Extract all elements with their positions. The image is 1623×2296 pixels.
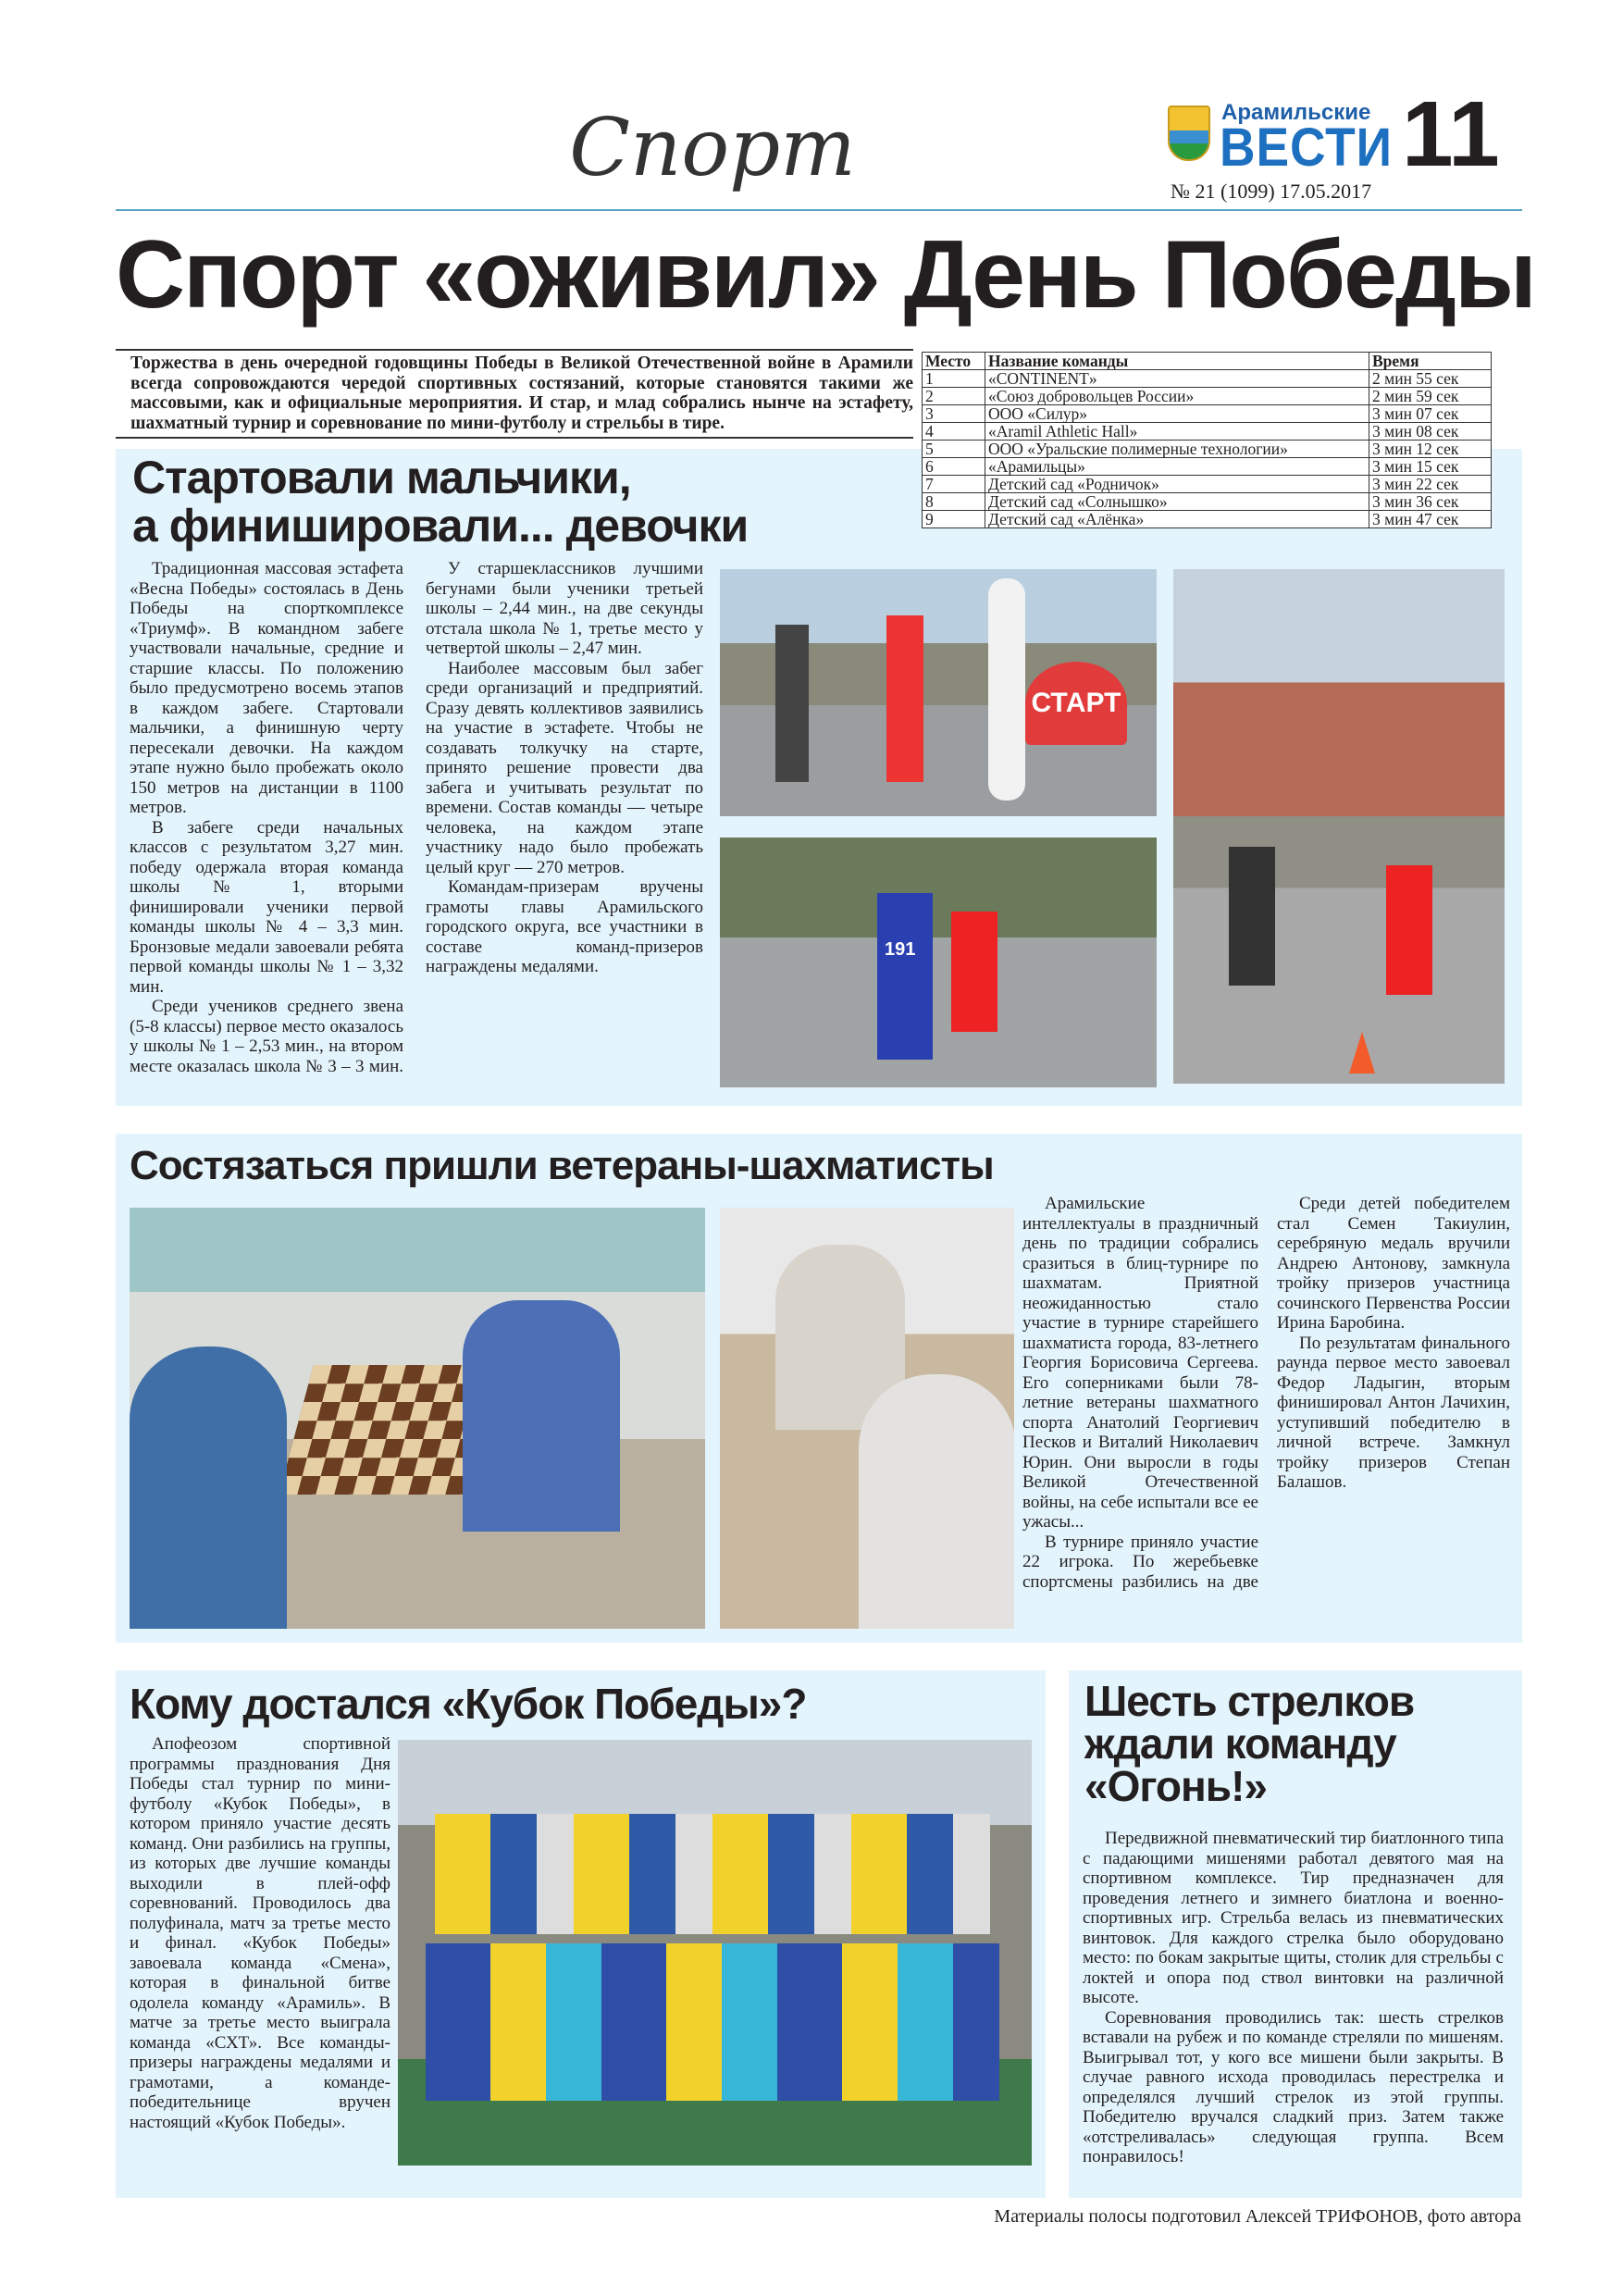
chess-title: Состязаться пришли ветераны-шахматисты	[130, 1143, 994, 1188]
team-cell: ООО «Силур»	[985, 405, 1369, 423]
logo-big-text: ВЕСТИ	[1220, 118, 1393, 178]
section-rubric: Спорт	[569, 102, 856, 194]
person-figure	[775, 625, 809, 782]
title-line: Стартовали мальчики,	[132, 452, 631, 503]
runner-bib: 191	[885, 939, 916, 960]
team-cell: «Aramil Athletic Hall»	[985, 423, 1369, 441]
logo-small-text: Арамильские	[1221, 100, 1371, 125]
team-cell: «Арамильцы»	[985, 458, 1369, 476]
time-cell: 2 мин 55 сек	[1369, 370, 1492, 388]
coat-of-arms-icon	[1168, 105, 1210, 161]
column-header: Место	[923, 353, 985, 370]
chess-photo-2	[720, 1208, 1014, 1629]
time-cell: 3 мин 36 сек	[1369, 493, 1492, 511]
team-cell: ООО «Уральские полимерные технологии»	[985, 441, 1369, 458]
team-cell: «CONTINENT»	[985, 370, 1369, 388]
place-cell: 9	[923, 511, 985, 528]
player-figure	[463, 1300, 620, 1532]
team-cell: Детский сад «Алёнка»	[985, 511, 1369, 528]
table-row	[923, 423, 1492, 441]
runner-figure	[1386, 865, 1432, 995]
team-back-row	[435, 1814, 990, 1934]
paragraph: Наиболее массовым был забег среди организаций и предприятий. Сразу девять коллективов заявились на участие в эстафете. Чтобы не создавать толкучку на старте, принято решение провести два забега и учитывать результат по времени. Состав команды — четыре человека, на каждом этапе участнику надо было пробежать целый круг — 270 метров.	[426, 658, 703, 877]
time-cell: 3 мин 22 сек	[1369, 476, 1492, 493]
paragraph: По результатам финального раунда первое место завоевал Федор Ладыгин, вторым финишировал Антон Лачихин, уступивший победителю в личной встрече. Замкнул тройку призеров Степан Балашов.	[1277, 1333, 1510, 1492]
paragraph: Командам-призерам вручены грамоты главы Арамильского городского округа, все участники в составе команд-призеров награждены медалями.	[426, 877, 703, 976]
runner-figure	[877, 893, 933, 1060]
page-number: 11	[1402, 82, 1500, 186]
title-line: ждали команду	[1084, 1719, 1396, 1768]
runner-figure	[1229, 847, 1275, 986]
place-cell: 5	[923, 441, 985, 458]
relay-finish-photo	[1173, 569, 1505, 1084]
team-cell: Детский сад «Родничок»	[985, 476, 1369, 493]
table-row	[923, 493, 1492, 511]
place-cell: 1	[923, 370, 985, 388]
relay-start-photo	[720, 569, 1157, 816]
title-line: Шесть стрелков	[1084, 1677, 1415, 1725]
place-cell: 8	[923, 493, 985, 511]
results-table	[922, 352, 1492, 528]
time-cell: 3 мин 15 сек	[1369, 458, 1492, 476]
place-cell: 4	[923, 423, 985, 441]
chess-column-1	[1022, 1194, 1258, 1592]
page-headline: Спорт «оживил» День Победы	[116, 221, 1535, 329]
player-figure	[859, 1374, 1014, 1629]
paragraph: У старшеклассников лучшими бегунами были ученики третьей школы – 2,44 мин., на две секунды отстала школа № 1, третье место у четвертой школы – 2,47 мин.	[426, 559, 703, 658]
relay-column-1	[130, 559, 403, 1076]
time-cell: 2 мин 59 сек	[1369, 388, 1492, 405]
paragraph: Среди учеников среднего звена (5-8 классы) первое место оказалось у школы № 1 – 2,53 мин., на втором месте оказалась школа № 3 – 3 мин.	[130, 997, 403, 1076]
player-figure	[130, 1347, 287, 1629]
place-cell: 6	[923, 458, 985, 476]
cup-title: Кому достался «Кубок Победы»?	[130, 1680, 807, 1728]
team-front-row	[426, 1943, 999, 2101]
table-row	[923, 441, 1492, 458]
shooting-title	[1084, 1677, 1415, 1810]
relay-column-2	[426, 559, 703, 977]
team-cell: «Союз добровольцев России»	[985, 388, 1369, 405]
time-cell: 3 мин 07 сек	[1369, 405, 1492, 423]
relay-title	[132, 453, 748, 550]
paragraph: Среди детей победителем стал Семен Такиулин, серебряную медаль вручили Андрею Антонову, замкнула тройку призеров участница сочинского Первенства России Ирина Баробина.	[1277, 1194, 1510, 1333]
title-line: «Огонь!»	[1084, 1762, 1267, 1810]
column-header: Название команды	[985, 353, 1369, 370]
table-row	[923, 511, 1492, 528]
team-cell: Детский сад «Солнышко»	[985, 493, 1369, 511]
start-sign: СТАРТ	[1025, 662, 1127, 745]
header-rule	[116, 209, 1522, 211]
lead-paragraph: Торжества в день очередной годовщины Победы в Великой Отечественной войне в Арамили всегда сопровождаются чередой спортивных состязаний, которые становятся такими же массовыми, как и официальные мероприятия. И стар, и млад собрались нынче на эстафету, шахматный турнир и соревнование по мини-футболу и стрельбы в тире.	[116, 349, 913, 439]
table-row	[923, 476, 1492, 493]
issue-info: № 21 (1099) 17.05.2017	[1171, 180, 1372, 203]
paragraph: Традиционная массовая эстафета «Весна Победы» состоялась в День Победы на спорткомплексе «Триумф». В командном забеге участвовали начальные, средние и старшие классы. По положению было предусмотрено восемь этапов в каждом забеге. Стартовали мальчики, а финишную черту пересекали девочки. На каждом этапе нужно было пробежать около 150 метров на дистанции в 1100 метров.	[130, 559, 403, 817]
paragraph: Соревнования проводились так: шесть стрелков вставали на рубеж и по команде стреляли по мишеням. Выигрывал тот, у кого все мишени были закрыты. В случае равного исхода проводилась перестрелка и определялся лучший стрелок из этой группы. Победителю вручался сладкий приз. Затем также «отстреливалась» следующая группа. Всем понравилось!	[1083, 2007, 1504, 2166]
table-header-row	[923, 353, 1492, 370]
football-team-photo	[398, 1740, 1032, 2166]
place-cell: 2	[923, 388, 985, 405]
shooting-column	[1083, 1829, 1504, 2167]
table-row	[923, 370, 1492, 388]
traffic-cone-icon	[1349, 1032, 1375, 1074]
time-cell: 3 мин 12 сек	[1369, 441, 1492, 458]
newspaper-logo	[1168, 100, 1399, 183]
paragraph: Арамильские интеллектуалы в праздничный день по традиции собрались сразиться в блиц-турнире по шахматам. Приятной неожиданностью стало участие в турнире старейшего шахматиста города, 83-летнего Георгия Борисовича Сергеева. Его соперниками были 78-летние ветераны шахматного спорта Анатолий Георгиевич Песков и Виталий Николаевич Юрин. Они выросли в годы Великой Отечественной войны, на себе испытали все ее ужасы...	[1022, 1194, 1258, 1532]
place-cell: 3	[923, 405, 985, 423]
runner-figure	[951, 912, 997, 1032]
time-cell: 3 мин 08 сек	[1369, 423, 1492, 441]
cup-column	[130, 1734, 390, 2132]
chess-photo-1	[130, 1208, 705, 1629]
time-cell: 3 мин 47 сек	[1369, 511, 1492, 528]
relay-runners-photo	[720, 838, 1157, 1087]
person-figure	[886, 615, 923, 782]
place-cell: 7	[923, 476, 985, 493]
paragraph: Апофеозом спортивной программы празднования Дня Победы стал турнир по мини-футболу «Кубок Победы», в котором приняло участие десять команд. Они разбились на группы, из которых две лучшие команды выходили в плей-офф соревнований. Проводилось два полуфинала, матч за третье место и финал. «Кубок Победы» завоевала команда «Смена», которая в финальной битве одолела команду «Арамиль». В матче за третье место выиграла команда «СХТ». Все команды-призеры награждены медалями и грамотами, а команде-победительнице вручен настоящий «Кубок Победы».	[130, 1734, 390, 2132]
chess-column-2	[1277, 1194, 1510, 1493]
paragraph: Передвижной пневматический тир биатлонного типа с падающими мишенями работал девятого мая на спортивном комплексе. Тир предназначен для проведения летнего и зимнего биатлона и военно-спортивных игр. Стрельба велась из пневматических винтовок. Для каждого стрелка было оборудовано место: по бокам закрытые щиты, столик для стрельбы с локтей и опора под ствол винтовки на различной высоте.	[1083, 1829, 1504, 2007]
table-row	[923, 405, 1492, 423]
person-figure	[988, 578, 1025, 800]
column-header: Время	[1369, 353, 1492, 370]
table-row	[923, 388, 1492, 405]
photo-credit: Материалы полосы подготовил Алексей ТРИФОНОВ, фото автора	[994, 2206, 1521, 2227]
table-row	[923, 458, 1492, 476]
paragraph: В забеге среди начальных классов с результатом 3,27 мин. победу одержала вторая команда школы № 1, вторыми финишировали ученики первой команды школы № 4 – 3,3 мин. Бронзовые медали завоевали ребята первой команды школы № 1 – 3,32 мин.	[130, 817, 403, 997]
paragraph: В турнире приняло участие 22 игрока. По жеребьевке спортсмены разбились на две	[1022, 1532, 1258, 1592]
title-line: а финишировали... девочки	[132, 500, 749, 552]
